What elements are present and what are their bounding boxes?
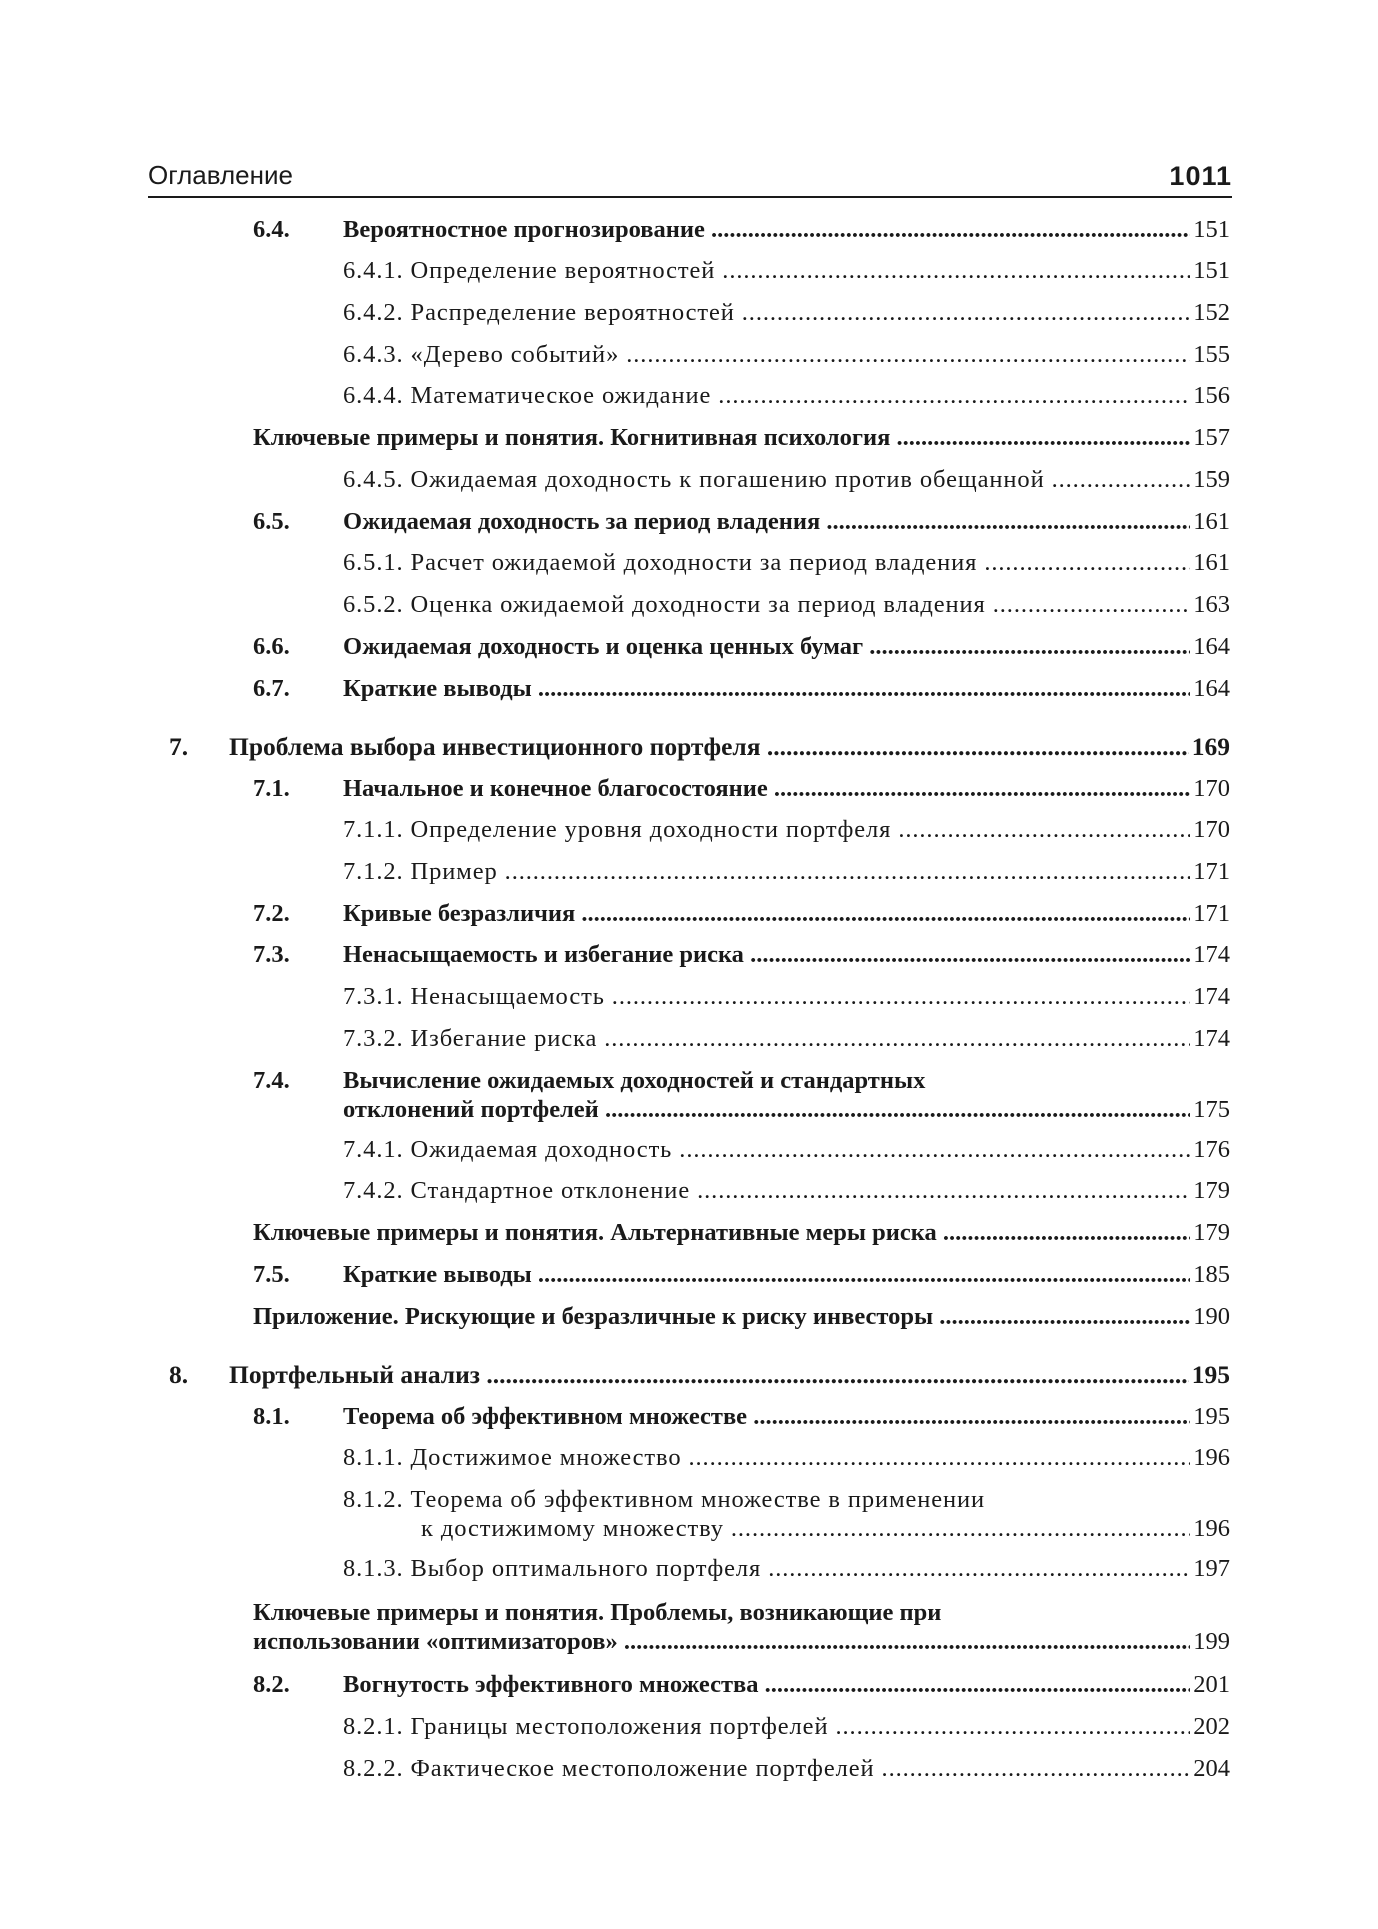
entry-title: к достижимому множеству — [421, 1515, 724, 1542]
entry-page: 170 — [1193, 775, 1230, 802]
toc-entry[interactable] — [343, 465, 1230, 494]
entry-title: 7.1.1. Определение уровня доходности портфеля — [343, 816, 892, 843]
entry-page: 152 — [1193, 299, 1230, 326]
toc-entry[interactable] — [343, 381, 1230, 410]
toc-entry[interactable] — [343, 256, 1230, 285]
entry-title: 7.4.2. Стандартное отклонение — [343, 1177, 691, 1204]
entry-number: 7. — [169, 732, 189, 761]
entry-title: 7.3.1. Ненасыщаемость — [343, 983, 605, 1010]
entry-page: 179 — [1193, 1219, 1230, 1246]
entry-page: 195 — [1191, 1360, 1230, 1389]
toc-entry[interactable] — [343, 340, 1230, 369]
toc-entry[interactable] — [343, 1554, 1230, 1583]
toc-entry[interactable] — [253, 1066, 1230, 1124]
toc-entry[interactable] — [343, 548, 1230, 577]
entry-page: 163 — [1193, 591, 1230, 618]
toc-entry[interactable] — [343, 1712, 1230, 1741]
toc-entry[interactable] — [343, 1754, 1230, 1783]
entry-number: 7.4. — [253, 1067, 290, 1094]
entry-title: 7.4.1. Ожидаемая доходность — [343, 1136, 673, 1163]
toc-entry[interactable] — [253, 899, 1230, 928]
entry-title: 6.4.4. Математическое ожидание — [343, 382, 712, 409]
toc-entry[interactable] — [343, 590, 1230, 619]
entry-title: Краткие выводы — [343, 1261, 532, 1288]
entry-title: Вероятностное прогнозирование — [343, 216, 705, 243]
entry-title: Ключевые примеры и понятия. Альтернативные меры риска — [253, 1219, 937, 1246]
entry-title: 6.4.1. Определение вероятностей — [343, 257, 716, 284]
entry-title: 8.1.3. Выбор оптимального портфеля — [343, 1555, 762, 1582]
entry-number: 8. — [169, 1360, 189, 1389]
entry-title: Краткие выводы — [343, 675, 532, 702]
entry-number: 7.2. — [253, 900, 290, 927]
toc-entry[interactable] — [253, 1598, 1230, 1656]
toc-entry[interactable] — [253, 1670, 1230, 1699]
entry-title: Приложение. Рискующие и безразличные к риску инвесторы — [253, 1303, 934, 1330]
entry-page: 199 — [1193, 1628, 1230, 1655]
entry-title: использовании «оптимизаторов» — [253, 1628, 618, 1655]
entry-title: Проблема выбора инвестиционного портфеля — [229, 732, 761, 761]
toc-entry[interactable] — [253, 632, 1230, 661]
toc-entry[interactable] — [253, 1302, 1230, 1331]
entry-page: 151 — [1193, 257, 1230, 284]
entry-page: 169 — [1191, 732, 1230, 761]
toc-entry[interactable] — [343, 1485, 1230, 1543]
entry-title: 6.4.5. Ожидаемая доходность к погашению против обещанной — [343, 466, 1045, 493]
toc-entry[interactable] — [343, 1135, 1230, 1164]
toc-entry[interactable] — [253, 940, 1230, 969]
toc-entry-chapter[interactable] — [169, 1360, 1230, 1389]
entry-number: 6.6. — [253, 633, 290, 660]
entry-page: 174 — [1193, 983, 1230, 1010]
entry-number: 6.7. — [253, 675, 290, 702]
toc-entry[interactable] — [253, 1402, 1230, 1431]
entry-title: 8.2.1. Границы местоположения портфелей — [343, 1713, 829, 1740]
entry-title: отклонений портфелей — [343, 1096, 599, 1123]
entry-page: 164 — [1193, 675, 1230, 702]
entry-page: 190 — [1193, 1303, 1230, 1330]
entry-title: Ненасыщаемость и избегание риска — [343, 941, 744, 968]
entry-page: 155 — [1193, 341, 1230, 368]
entry-number: 6.5. — [253, 508, 290, 535]
entry-title: Ключевые примеры и понятия. Когнитивная психология — [253, 424, 891, 451]
entry-number: 7.1. — [253, 775, 290, 802]
entry-title: 8.2.2. Фактическое местоположение портфелей — [343, 1755, 875, 1782]
entry-page: 204 — [1193, 1755, 1230, 1782]
toc-entry[interactable] — [253, 1218, 1230, 1247]
entry-title-line1: Вычисление ожидаемых доходностей и стандартных — [343, 1067, 926, 1094]
header-page-number: 1011 — [1169, 161, 1232, 191]
entry-title: Ожидаемая доходность за период владения — [343, 508, 821, 535]
entry-title: 7.3.2. Избегание риска — [343, 1025, 598, 1052]
entry-title: Портфельный анализ — [229, 1360, 481, 1389]
entry-page: 179 — [1193, 1177, 1230, 1204]
entry-number: 6.4. — [253, 216, 290, 243]
toc-entry[interactable] — [253, 423, 1230, 452]
toc-entry-chapter[interactable] — [169, 732, 1230, 761]
entry-page: 196 — [1193, 1515, 1230, 1542]
entry-page: 159 — [1193, 466, 1230, 493]
entry-title: 6.4.3. «Дерево событий» — [343, 341, 620, 368]
entry-title: 6.5.2. Оценка ожидаемой доходности за период владения — [343, 591, 986, 618]
toc-entry[interactable] — [253, 774, 1230, 803]
entry-page: 171 — [1193, 858, 1230, 885]
entry-title: Теорема об эффективном множестве — [343, 1403, 748, 1430]
entry-title: 8.1.1. Достижимое множество — [343, 1444, 682, 1471]
entry-number: 7.3. — [253, 941, 290, 968]
entry-page: 197 — [1193, 1555, 1230, 1582]
entry-title-line1: Ключевые примеры и понятия. Проблемы, возникающие при — [253, 1599, 942, 1626]
toc-entry[interactable] — [343, 982, 1230, 1011]
entry-page: 174 — [1193, 1025, 1230, 1052]
entry-number: 8.2. — [253, 1671, 290, 1698]
entry-page: 156 — [1193, 382, 1230, 409]
toc-entry[interactable] — [343, 857, 1230, 886]
entry-page: 176 — [1193, 1136, 1230, 1163]
toc-entry[interactable] — [343, 815, 1230, 844]
entry-page: 175 — [1193, 1096, 1230, 1123]
entry-page: 196 — [1193, 1444, 1230, 1471]
entry-title: Кривые безразличия — [343, 900, 576, 927]
entry-page: 174 — [1193, 941, 1230, 968]
entry-page: 164 — [1193, 633, 1230, 660]
entry-title: 7.1.2. Пример — [343, 858, 498, 885]
toc-entry[interactable] — [343, 1024, 1230, 1053]
entry-page: 201 — [1193, 1671, 1230, 1698]
entry-title: Начальное и конечное благосостояние — [343, 775, 768, 802]
toc-entry[interactable] — [343, 298, 1230, 327]
toc-entry[interactable] — [343, 1176, 1230, 1205]
toc-entry[interactable] — [253, 674, 1230, 703]
toc-entry[interactable] — [253, 215, 1230, 244]
entry-number: 8.1. — [253, 1403, 290, 1430]
entry-page: 161 — [1193, 508, 1230, 535]
entry-page: 195 — [1193, 1403, 1230, 1430]
entry-title: 6.4.2. Распределение вероятностей — [343, 299, 735, 326]
entry-page: 170 — [1193, 816, 1230, 843]
entry-page: 185 — [1193, 1261, 1230, 1288]
toc-entry[interactable] — [343, 1443, 1230, 1472]
toc-entry[interactable] — [253, 507, 1230, 536]
entry-title: Вогнутость эффективного множества — [343, 1671, 759, 1698]
entry-page: 161 — [1193, 549, 1230, 576]
toc-entry[interactable] — [253, 1260, 1230, 1289]
entry-number: 7.5. — [253, 1261, 290, 1288]
entry-page: 202 — [1193, 1713, 1230, 1740]
entry-title: 6.5.1. Расчет ожидаемой доходности за период владения — [343, 549, 978, 576]
header-title: Оглавление — [148, 160, 293, 190]
entry-page: 157 — [1193, 424, 1230, 451]
entry-page: 171 — [1193, 900, 1230, 927]
entry-title: Ожидаемая доходность и оценка ценных бумаг — [343, 633, 864, 660]
entry-title-line1: 8.1.2. Теорема об эффективном множестве в применении — [343, 1486, 986, 1513]
entry-page: 151 — [1193, 216, 1230, 243]
